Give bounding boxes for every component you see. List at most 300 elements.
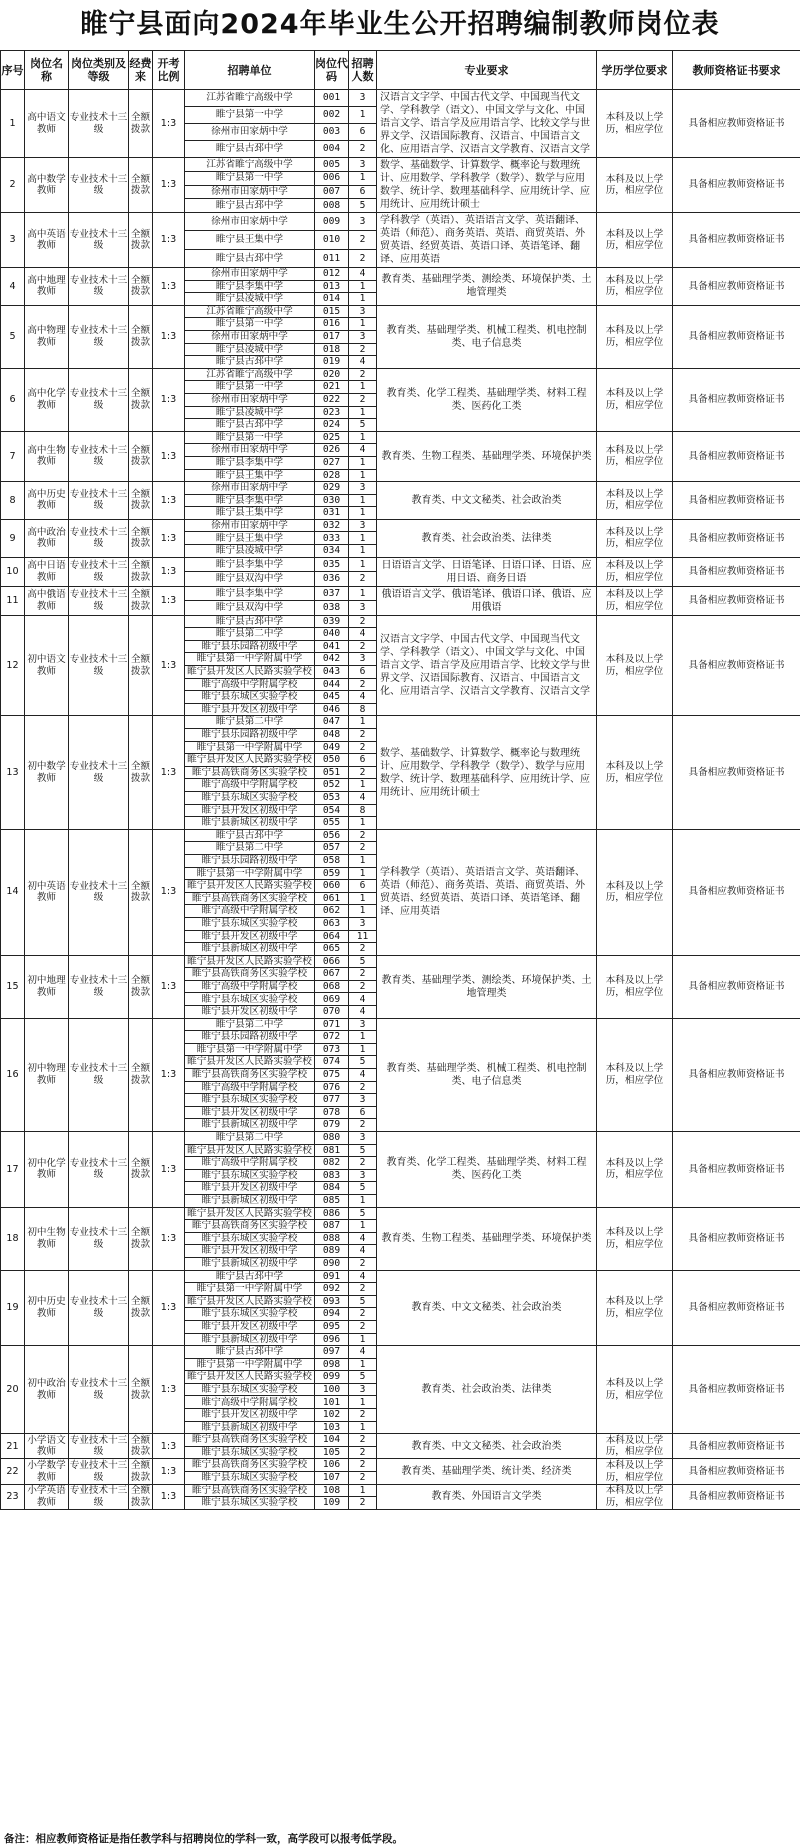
- position-code: 010: [315, 231, 349, 249]
- position-level: 专业技术十三级: [69, 213, 129, 268]
- recruiting-unit: 睢宁县李集中学: [185, 456, 315, 469]
- position-code: 072: [315, 1031, 349, 1044]
- headcount: 4: [349, 268, 377, 281]
- position-code: 012: [315, 268, 349, 281]
- row-number: 1: [1, 90, 25, 158]
- position-code: 103: [315, 1421, 349, 1434]
- position-level: 专业技术十三级: [69, 829, 129, 955]
- headcount: 4: [349, 444, 377, 457]
- position-code: 040: [315, 628, 349, 641]
- position-code: 064: [315, 930, 349, 943]
- major-requirements: 汉语言文字学、中国古代文学、中国现当代文学、学科教学（语文）、中国文学与文化、中国语言文学、语言学及应用语言学、比较文学与世界文学、汉语国际教育、汉语言、中国语言文化、应用语言学、汉语言文学教育、汉语言文学: [377, 90, 597, 158]
- position-code: 087: [315, 1220, 349, 1233]
- recruiting-unit: 睢宁县开发区人民路实验学校: [185, 754, 315, 767]
- position-level: 专业技术十三级: [69, 1485, 128, 1508]
- headcount: 2: [349, 231, 377, 249]
- row-number: 15: [1, 955, 25, 1018]
- table-row: [1, 829, 800, 842]
- headcount: 8: [349, 703, 377, 716]
- position-name: 高中数学教师: [25, 158, 69, 213]
- table-row: [1, 482, 800, 495]
- funding-type: 全额拨款: [129, 955, 153, 1018]
- headcount: 3: [349, 1018, 377, 1031]
- recruiting-unit: 睢宁高级中学附属学校: [185, 980, 315, 993]
- recruiting-unit: 睢宁县第二中学: [185, 716, 315, 729]
- headcount: 4: [349, 691, 377, 704]
- row-number: 20: [1, 1346, 25, 1434]
- recruiting-unit: 睢宁县东城区实验学校: [185, 791, 315, 804]
- table-row: [1, 519, 800, 532]
- recruiting-unit: 睢宁县双沟中学: [185, 572, 315, 587]
- education-requirement: 本科及以上学历，相应学位: [597, 213, 673, 268]
- headcount: 5: [349, 1207, 377, 1220]
- position-name: 初中化学教师: [25, 1132, 69, 1208]
- funding-type: 全额拨款: [129, 716, 153, 829]
- position-name: 高中生物教师: [25, 431, 69, 481]
- position-level: 专业技术十三级: [69, 1207, 129, 1270]
- position-code: 065: [315, 943, 349, 956]
- headcount: 2: [349, 1320, 377, 1333]
- exam-ratio: 1:3: [153, 368, 185, 431]
- exam-ratio: 1:3: [153, 90, 185, 158]
- headcount: 1: [349, 1194, 377, 1207]
- position-code: 069: [315, 993, 349, 1006]
- position-code: 063: [315, 917, 349, 930]
- recruiting-unit: 睢宁县王集中学: [185, 231, 315, 249]
- recruiting-unit: 睢宁县李集中学: [185, 586, 315, 601]
- funding-type: 全额拨款: [129, 268, 153, 306]
- position-code: 071: [315, 1018, 349, 1031]
- headcount: 1: [349, 431, 377, 444]
- table-body: [1, 90, 800, 1510]
- recruiting-unit: 睢宁县高铁商务区实验学校: [185, 766, 315, 779]
- position-code: 047: [315, 716, 349, 729]
- position-code: 011: [315, 249, 349, 267]
- recruiting-unit: 睢宁县第一中学附属中学: [185, 653, 315, 666]
- position-code: 050: [315, 754, 349, 767]
- position-code: 046: [315, 703, 349, 716]
- header-cell: 开考比例: [153, 51, 185, 90]
- table-row: [1, 615, 800, 628]
- headcount: 5: [349, 955, 377, 968]
- major-requirements: 学科教学（英语）、英语语言文学、英语翻译、英语（师范）、商务英语、英语、商贸英语、外贸英语、经贸英语、英语口译、英语笔译、翻译、应用英语: [377, 213, 597, 268]
- exam-ratio: 1:3: [153, 519, 185, 557]
- headcount: 1: [349, 293, 377, 306]
- position-name: 初中英语教师: [25, 829, 69, 955]
- recruiting-unit: 睢宁县双沟中学: [185, 601, 315, 616]
- certificate-requirement: 具备相应教师资格证书: [673, 557, 800, 586]
- certificate-requirement: 具备相应教师资格证书: [673, 519, 800, 557]
- position-code: 099: [315, 1371, 349, 1384]
- headcount: 1: [349, 280, 377, 293]
- position-level: 专业技术十三级: [69, 557, 129, 586]
- position-code: 066: [315, 955, 349, 968]
- position-code: 043: [315, 666, 349, 679]
- certificate-requirement: 具备相应教师资格证书: [673, 955, 800, 1018]
- recruiting-unit: 睢宁县开发区人民路实验学校: [185, 1371, 315, 1384]
- table-row: [1, 213, 800, 231]
- position-level: 专业技术十三级: [69, 955, 129, 1018]
- headcount: 11: [349, 930, 377, 943]
- position-name: 高中物理教师: [25, 305, 69, 368]
- position-code: 025: [315, 431, 349, 444]
- recruiting-unit: 江苏省睢宁高级中学: [185, 158, 315, 172]
- funding-type: 全额拨款: [129, 158, 153, 213]
- position-code: 005: [315, 158, 349, 172]
- headcount: 3: [349, 601, 377, 616]
- major-requirements: 教育类、外国语言文学类: [377, 1484, 597, 1509]
- recruiting-unit: 睢宁县古邳中学: [185, 1346, 315, 1359]
- major-requirements: 教育类、基础理学类、测绘类、环境保护类、土地管理类: [377, 955, 597, 1018]
- headcount: 2: [349, 249, 377, 267]
- position-code: 001: [315, 90, 349, 107]
- headcount: 1: [349, 469, 377, 482]
- recruiting-unit: 睢宁县高铁商务区实验学校: [185, 1220, 315, 1233]
- recruiting-unit: 睢宁县李集中学: [185, 280, 315, 293]
- recruiting-unit: 睢宁县王集中学: [185, 469, 315, 482]
- headcount: 2: [349, 141, 377, 158]
- position-name: 高中语文教师: [25, 90, 69, 158]
- position-level: 专业技术十三级: [69, 716, 129, 829]
- headcount: 5: [349, 1056, 377, 1069]
- position-code: 077: [315, 1094, 349, 1107]
- headcount: 1: [349, 107, 377, 124]
- headcount: 2: [349, 980, 377, 993]
- certificate-requirement: 具备相应教师资格证书: [673, 716, 800, 829]
- position-name: 高中地理教师: [25, 268, 69, 306]
- education-requirement: 本科及以上学历，相应学位: [597, 1207, 673, 1270]
- position-code: 107: [315, 1472, 349, 1485]
- education-requirement: 本科及以上学历，相应学位: [597, 305, 673, 368]
- position-code: 091: [315, 1270, 349, 1283]
- headcount: 2: [349, 1081, 377, 1094]
- position-code: 109: [315, 1497, 349, 1510]
- headcount: 3: [349, 482, 377, 495]
- positions-table: [0, 50, 800, 1510]
- education-requirement: 本科及以上学历，相应学位: [597, 1484, 673, 1509]
- table-row: [1, 368, 800, 381]
- headcount: 3: [349, 1383, 377, 1396]
- headcount: 1: [349, 1421, 377, 1434]
- position-code: 035: [315, 557, 349, 572]
- recruiting-unit: 睢宁县开发区初级中学: [185, 703, 315, 716]
- headcount: 4: [349, 356, 377, 369]
- row-number: 9: [1, 519, 25, 557]
- position-code: 098: [315, 1358, 349, 1371]
- position-code: 009: [315, 213, 349, 231]
- certificate-requirement: 具备相应教师资格证书: [673, 305, 800, 368]
- position-code: 082: [315, 1157, 349, 1170]
- position-code: 017: [315, 330, 349, 343]
- major-requirements: 教育类、中文文秘类、社会政治类: [377, 482, 597, 520]
- position-level: 专业技术十三级: [69, 1434, 128, 1458]
- recruiting-unit: 睢宁县第一中学附属中学: [185, 1358, 315, 1371]
- headcount: 6: [349, 754, 377, 767]
- position-level: 专业技术十三级: [69, 1132, 129, 1208]
- row-number: 18: [1, 1207, 25, 1270]
- major-requirements: 教育类、基础理学类、统计类、经济类: [377, 1459, 597, 1484]
- exam-ratio: 1:3: [153, 955, 185, 1018]
- recruiting-unit: 睢宁县古邳中学: [185, 1270, 315, 1283]
- recruiting-unit: 睢宁县王集中学: [185, 532, 315, 545]
- position-code: 037: [315, 586, 349, 601]
- headcount: 3: [349, 158, 377, 172]
- headcount: 2: [349, 1283, 377, 1296]
- recruiting-unit: 睢宁县高铁商务区实验学校: [185, 1069, 315, 1082]
- table-row: [1, 1018, 800, 1031]
- major-requirements: 教育类、化学工程类、基础理学类、材料工程类、医药化工类: [377, 1132, 597, 1208]
- funding-type: 全额拨款: [129, 829, 153, 955]
- position-code: 048: [315, 729, 349, 742]
- recruiting-unit: 徐州市田家炳中学: [185, 444, 315, 457]
- row-number: 10: [1, 557, 25, 586]
- headcount: 5: [349, 1295, 377, 1308]
- position-code: 018: [315, 343, 349, 356]
- major-requirements: 教育类、生物工程类、基础理学类、环境保护类: [377, 431, 597, 481]
- recruiting-unit: 睢宁县开发区初级中学: [185, 1320, 315, 1333]
- recruiting-unit: 睢宁县凌城中学: [185, 343, 315, 356]
- headcount: 2: [349, 1446, 377, 1459]
- position-name: 小学英语教师: [25, 1484, 69, 1509]
- major-requirements: 教育类、基础理学类、测绘类、环境保护类、土地管理类: [377, 268, 597, 306]
- headcount: 6: [349, 1106, 377, 1119]
- headcount: 2: [349, 1434, 377, 1447]
- position-code: 051: [315, 766, 349, 779]
- education-requirement: 本科及以上学历，相应学位: [597, 431, 673, 481]
- position-level: 专业技术十三级: [69, 586, 129, 615]
- headcount: 5: [349, 1182, 377, 1195]
- position-code: 076: [315, 1081, 349, 1094]
- headcount: 6: [349, 880, 377, 893]
- recruiting-unit: 睢宁县开发区初级中学: [185, 930, 315, 943]
- header-cell: 招聘人数: [349, 51, 377, 90]
- major-requirements: 教育类、生物工程类、基础理学类、环境保护类: [377, 1207, 597, 1270]
- headcount: 4: [349, 791, 377, 804]
- position-code: 096: [315, 1333, 349, 1346]
- position-code: 014: [315, 293, 349, 306]
- headcount: 2: [349, 741, 377, 754]
- headcount: 1: [349, 557, 377, 572]
- row-number: 16: [1, 1018, 25, 1131]
- education-requirement: 本科及以上学历，相应学位: [597, 368, 673, 431]
- funding-type: 全额拨款: [129, 557, 153, 586]
- header-cell: 教师资格证书要求: [673, 51, 800, 90]
- position-level: 专业技术十三级: [69, 158, 129, 213]
- recruiting-unit: 睢宁县第一中学: [185, 381, 315, 394]
- table-row: [1, 1207, 800, 1220]
- position-level: 专业技术十三级: [69, 482, 129, 520]
- recruiting-unit: 徐州市田家炳中学: [185, 482, 315, 495]
- position-level: 专业技术十三级: [69, 305, 129, 368]
- education-requirement: 本科及以上学历，相应学位: [597, 557, 673, 586]
- recruiting-unit: 睢宁县东城区实验学校: [185, 1383, 315, 1396]
- education-requirement: 本科及以上学历，相应学位: [597, 482, 673, 520]
- recruiting-unit: 睢宁县东城区实验学校: [185, 1094, 315, 1107]
- position-code: 049: [315, 741, 349, 754]
- certificate-requirement: 具备相应教师资格证书: [673, 1484, 800, 1509]
- position-code: 004: [315, 141, 349, 158]
- recruiting-unit: 睢宁县开发区人民路实验学校: [185, 666, 315, 679]
- recruiting-unit: 睢宁高级中学附属学校: [185, 1081, 315, 1094]
- position-level: 专业技术十三级: [69, 1346, 129, 1434]
- position-code: 086: [315, 1207, 349, 1220]
- funding-type: 全额拨款: [129, 519, 153, 557]
- headcount: 2: [349, 368, 377, 381]
- recruiting-unit: 睢宁县古邳中学: [185, 249, 315, 267]
- headcount: 4: [349, 628, 377, 641]
- education-requirement: 本科及以上学历，相应学位: [597, 1132, 673, 1208]
- headcount: 1: [349, 1031, 377, 1044]
- position-name: 初中语文教师: [25, 615, 69, 716]
- headcount: 5: [349, 419, 377, 432]
- recruiting-unit: 睢宁县开发区人民路实验学校: [185, 1295, 315, 1308]
- certificate-requirement: 具备相应教师资格证书: [673, 586, 800, 615]
- position-code: 052: [315, 779, 349, 792]
- certificate-requirement: 具备相应教师资格证书: [673, 213, 800, 268]
- row-number: 17: [1, 1132, 25, 1208]
- headcount: 3: [349, 653, 377, 666]
- recruiting-unit: 睢宁县高铁商务区实验学校: [185, 1484, 315, 1497]
- recruiting-unit: 睢宁县开发区人民路实验学校: [185, 1207, 315, 1220]
- recruiting-unit: 睢宁县东城区实验学校: [185, 691, 315, 704]
- major-requirements: 教育类、基础理学类、机械工程类、机电控制类、电子信息类: [377, 1018, 597, 1131]
- headcount: 1: [349, 1220, 377, 1233]
- headcount: 1: [349, 817, 377, 830]
- table-row: [1, 268, 800, 281]
- headcount: 3: [349, 330, 377, 343]
- position-code: 060: [315, 880, 349, 893]
- recruiting-unit: 江苏省睢宁高级中学: [185, 368, 315, 381]
- row-number: 4: [1, 268, 25, 306]
- major-requirements: 数学、基础数学、计算数学、概率论与数理统计、应用数学、学科教学（数学）、数学与应用数学、统计学、数理基础科学、应用统计学、应用统计、应用统计硕士: [377, 716, 597, 829]
- headcount: 2: [349, 968, 377, 981]
- position-code: 030: [315, 494, 349, 507]
- position-code: 085: [315, 1194, 349, 1207]
- headcount: 1: [349, 1333, 377, 1346]
- position-code: 061: [315, 892, 349, 905]
- headcount: 6: [349, 124, 377, 141]
- recruiting-unit: 睢宁县东城区实验学校: [185, 1497, 315, 1510]
- recruiting-unit: 睢宁高级中学附属学校: [185, 1157, 315, 1170]
- position-code: 105: [315, 1446, 349, 1459]
- position-name: 初中数学教师: [25, 716, 69, 829]
- recruiting-unit: 睢宁县高铁商务区实验学校: [185, 1459, 315, 1472]
- headcount: 4: [349, 1232, 377, 1245]
- position-code: 055: [315, 817, 349, 830]
- certificate-requirement: 具备相应教师资格证书: [673, 482, 800, 520]
- recruiting-unit: 徐州市田家炳中学: [185, 185, 315, 199]
- headcount: 2: [349, 1157, 377, 1170]
- education-requirement: 本科及以上学历，相应学位: [597, 1346, 673, 1434]
- recruiting-unit: 睢宁县东城区实验学校: [185, 1472, 315, 1485]
- education-requirement: 本科及以上学历，相应学位: [597, 586, 673, 615]
- exam-ratio: 1:3: [153, 1459, 185, 1484]
- headcount: 1: [349, 171, 377, 185]
- position-code: 068: [315, 980, 349, 993]
- certificate-requirement: 具备相应教师资格证书: [673, 615, 800, 716]
- recruiting-unit: 睢宁县新城区初级中学: [185, 1333, 315, 1346]
- position-code: 003: [315, 124, 349, 141]
- headcount: 2: [349, 1257, 377, 1270]
- position-level: 专业技术十三级: [69, 431, 129, 481]
- position-code: 092: [315, 1283, 349, 1296]
- major-requirements: 教育类、中文文秘类、社会政治类: [377, 1434, 597, 1459]
- table-row: [1, 557, 800, 572]
- position-code: 081: [315, 1144, 349, 1157]
- recruiting-unit: 睢宁县古邳中学: [185, 829, 315, 842]
- headcount: 1: [349, 406, 377, 419]
- education-requirement: 本科及以上学历，相应学位: [597, 1459, 673, 1484]
- recruiting-unit: 睢宁县乐园路初级中学: [185, 640, 315, 653]
- recruiting-unit: 睢宁县第二中学: [185, 1132, 315, 1145]
- funding-type: 全额拨款: [129, 1434, 153, 1459]
- education-requirement: 本科及以上学历，相应学位: [597, 829, 673, 955]
- recruiting-unit: 睢宁县第一中学: [185, 171, 315, 185]
- major-requirements: 汉语言文字学、中国古代文学、中国现当代文学、学科教学（语文）、中国文学与文化、中国语言文学、语言学及应用语言学、比较文学与世界文学、汉语国际教育、汉语言、中国语言文化、应用语言学、汉语言文学教育、汉语言文学: [377, 615, 597, 716]
- position-code: 054: [315, 804, 349, 817]
- recruiting-unit: 睢宁县第一中学: [185, 107, 315, 124]
- position-code: 070: [315, 1006, 349, 1019]
- education-requirement: 本科及以上学历，相应学位: [597, 158, 673, 213]
- footnote: 备注：相应教师资格证是指任教学科与招聘岗位的学科一致，高学段可以报考低学段。: [4, 1833, 403, 1845]
- position-code: 034: [315, 545, 349, 558]
- certificate-requirement: 具备相应教师资格证书: [673, 1018, 800, 1131]
- recruiting-unit: 睢宁县第一中学附属中学: [185, 867, 315, 880]
- table-row: [1, 158, 800, 172]
- headcount: 1: [349, 905, 377, 918]
- headcount: 8: [349, 804, 377, 817]
- recruiting-unit: 睢宁县高铁商务区实验学校: [185, 968, 315, 981]
- position-code: 027: [315, 456, 349, 469]
- position-name: 初中地理教师: [25, 955, 69, 1018]
- funding-type: 全额拨款: [129, 368, 153, 431]
- headcount: 5: [349, 199, 377, 213]
- position-code: 024: [315, 419, 349, 432]
- header-cell: 岗位类别及等级: [69, 51, 129, 90]
- exam-ratio: 1:3: [153, 1484, 185, 1509]
- recruiting-unit: 睢宁县古邳中学: [185, 615, 315, 628]
- headcount: 2: [349, 1497, 377, 1510]
- headcount: 3: [349, 90, 377, 107]
- headcount: 4: [349, 1006, 377, 1019]
- major-requirements: 学科教学（英语）、英语语言文学、英语翻译、英语（师范）、商务英语、英语、商贸英语、外贸英语、经贸英语、英语口译、英语笔译、翻译、应用英语: [377, 829, 597, 955]
- headcount: 2: [349, 766, 377, 779]
- headcount: 1: [349, 507, 377, 520]
- position-name: 高中政治教师: [25, 519, 69, 557]
- position-code: 032: [315, 519, 349, 532]
- education-requirement: 本科及以上学历，相应学位: [597, 1434, 673, 1459]
- position-code: 090: [315, 1257, 349, 1270]
- position-name: 高中化学教师: [25, 368, 69, 431]
- certificate-requirement: 具备相应教师资格证书: [673, 1459, 800, 1484]
- table-row: [1, 1434, 800, 1447]
- position-code: 078: [315, 1106, 349, 1119]
- position-level: 专业技术十三级: [69, 1270, 129, 1346]
- position-code: 100: [315, 1383, 349, 1396]
- headcount: 1: [349, 456, 377, 469]
- position-code: 101: [315, 1396, 349, 1409]
- recruiting-unit: 徐州市田家炳中学: [185, 330, 315, 343]
- table-row: [1, 305, 800, 318]
- position-code: 028: [315, 469, 349, 482]
- recruiting-unit: 睢宁县第一中学: [185, 431, 315, 444]
- headcount: 5: [349, 1144, 377, 1157]
- position-code: 104: [315, 1434, 349, 1447]
- exam-ratio: 1:3: [153, 1270, 185, 1346]
- row-number: 6: [1, 368, 25, 431]
- funding-type: 全额拨款: [129, 213, 153, 268]
- position-name: 初中物理教师: [25, 1018, 69, 1131]
